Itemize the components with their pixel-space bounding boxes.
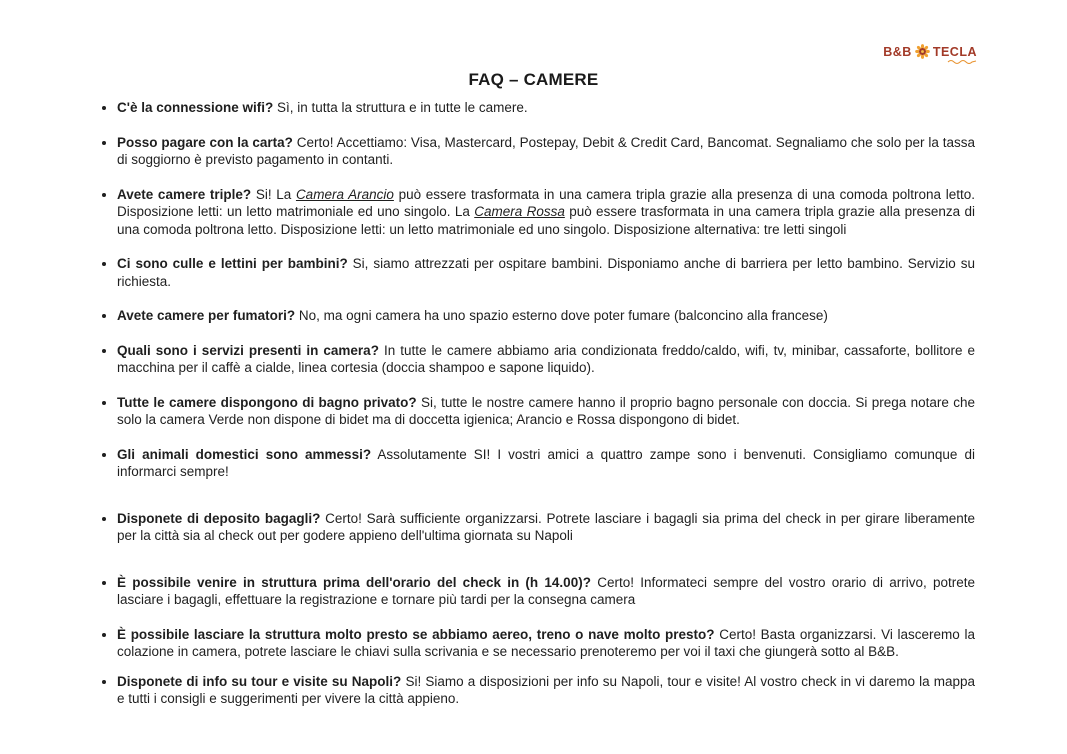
faq-answer: No, ma ogni camera ha uno spazio esterno dove poter fumare (balconcino alla francese) [298, 308, 828, 323]
faq-question: È possibile venire in struttura prima dell'orario del check in (h 14.00)? [117, 574, 591, 590]
faq-answer-part: può essere trasformata in una camera tripla grazie alla presenza di una comoda poltrona letto. Disposizione letti: un letto matrimoniale ed uno singolo. Disposizione alternativa: tre letti singoli [117, 204, 976, 237]
faq-answer: Si, siamo attrezzati per ospitare bambini. Disponiamo anche di barriera per letto bambino. Servizio su richiesta. [117, 256, 975, 289]
faq-item-servizi-camera [117, 342, 975, 377]
faq-item-fumatori [117, 307, 975, 325]
faq-question: Gli animali domestici sono ammessi? [117, 446, 372, 462]
faq-question: È possibile lasciare la struttura molto presto se abbiamo aereo, treno o nave molto presto? [117, 626, 715, 642]
logo-text-name: TECLA [932, 44, 977, 59]
logo-text-bb: B&B [883, 44, 912, 59]
faq-item-early-checkin [117, 574, 975, 609]
faq-item-early-checkout [117, 626, 975, 661]
sun-flower-icon [915, 44, 930, 59]
faq-item-culle-lettini [117, 255, 975, 290]
faq-answer: Certo! Informateci sempre del vostro orario di arrivo, potrete lasciare i bagagli, effettuare la registrazione e tornare più tardi per la consegna camera [117, 574, 975, 607]
faq-question: C'è la connessione wifi? [117, 100, 274, 115]
faq-question: Tutte le camere dispongono di bagno privato? [117, 394, 417, 410]
faq-answer: In tutte le camere abbiamo aria condizionata freddo/caldo, wifi, tv, minibar, cassaforte, bollitore e macchina per il caffè a cialde, linea cortesia (doccia shampoo e sapone liquido). [117, 342, 975, 375]
faq-answer: Certo! Accettiamo: Visa, Mastercard, Postepay, Debit & Credit Card, Bancomat. Segnaliamo che solo per la tassa di soggiorno è previsto pagamento in contanti. [117, 134, 975, 167]
faq-question: Ci sono culle e lettini per bambini? [117, 256, 348, 271]
faq-answer: Si! Siamo a disposizioni per info su Napoli, tour e visite! Al vostro check in vi daremo la mappa e tutti i consigli e suggerimenti per vivere la città appieno. [117, 673, 975, 706]
faq-answer: Si, tutte le nostre camere hanno il proprio bagno personale con doccia. Si prega notare che solo la camera Verde non dispone di bidet ma di doccetta igienica; Arancio e Rossa dispongono di bidet. [117, 394, 975, 427]
faq-question: Quali sono i servizi presenti in camera? [117, 342, 379, 358]
faq-question: Avete camere per fumatori? [117, 308, 296, 323]
faq-item-pagamento-carta [117, 134, 975, 169]
faq-answer-part: Si! La [255, 186, 296, 202]
faq-answer: Sì, in tutta la struttura e in tutte le camere. [277, 100, 528, 115]
faq-item-wifi [117, 99, 975, 117]
faq-answer: Certo! Sarà sufficiente organizzarsi. Potrete lasciare i bagagli sia prima del check in per girare liberamente per la città sia al check out per godere appieno dell'ultima giornata su Napoli [117, 510, 975, 543]
faq-question: Disponete di deposito bagagli? [117, 510, 321, 526]
faq-item-camere-triple [117, 186, 975, 239]
faq-item-info-tour [117, 673, 975, 708]
faq-item-bagno-privato [117, 394, 975, 429]
faq-answer: Assolutamente SI! I vostri amici a quattro zampe sono i benvenuti. Consigliamo comunque di informarci sempre! [117, 446, 975, 479]
faq-question: Avete camere triple? [117, 186, 252, 202]
faq-answer: Certo! Basta organizzarsi. Vi lasceremo la colazione in camera, potrete lasciare le chiavi sulla scrivania e se necessario prenoteremo per voi il taxi che giungerà sotto al B&B. [117, 626, 975, 659]
logo-tagline-script [947, 58, 977, 64]
faq-item-animali [117, 446, 975, 481]
faq-item-deposito-bagagli [117, 510, 975, 545]
faq-list [0, 99, 1067, 708]
page-title: FAQ – CAMERE [468, 70, 599, 89]
logo [883, 44, 977, 59]
faq-question: Disponete di info su tour e visite su Napoli? [117, 673, 402, 689]
faq-question: Posso pagare con la carta? [117, 134, 293, 150]
room-name-arancio: Camera Arancio [295, 186, 394, 202]
room-name-rossa: Camera Rossa [474, 204, 565, 219]
faq-answer-part: può essere trasformata in una camera tripla grazie alla presenza di una comoda poltrona letto. Disposizione letti: un letto matrimoniale ed uno singolo. La [117, 186, 975, 219]
